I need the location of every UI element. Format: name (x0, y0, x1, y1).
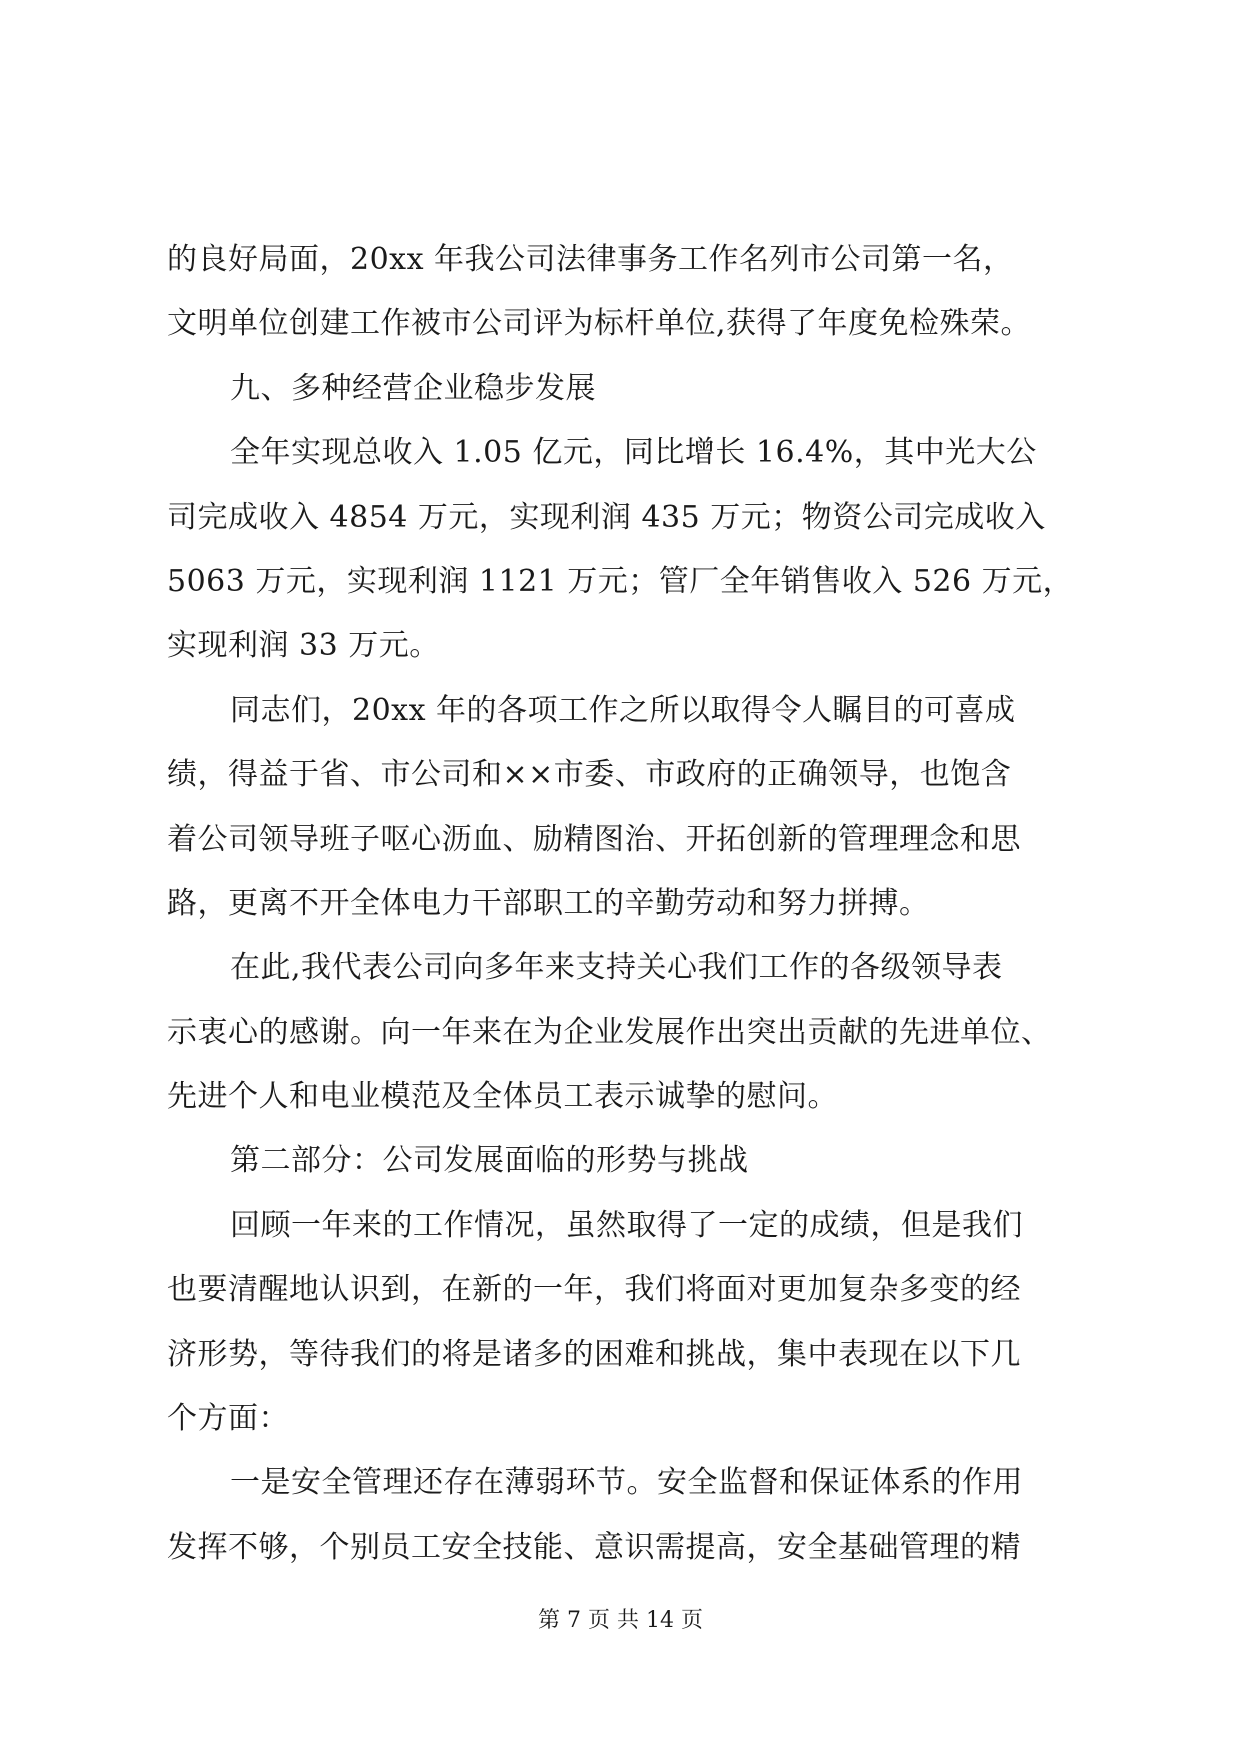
text-line: 文明单位创建工作被市公司评为标杆单位,获得了年度免检殊荣。 (167, 306, 1032, 342)
text-line: 实现利润 33 万元。 (167, 628, 440, 664)
text-line: 发挥不够，个别员工安全技能、意识需提高，安全基础管理的精 (167, 1529, 1021, 1565)
document-body (167, 228, 1087, 1580)
text-line: 一是安全管理还存在薄弱环节。安全监督和保证体系的作用 (230, 1465, 1023, 1501)
section-heading: 第二部分：公司发展面临的形势与挑战 (230, 1143, 749, 1179)
text-line: 先进个人和电业模范及全体员工表示诚挚的慰问。 (167, 1079, 838, 1115)
text-line: 在此,我代表公司向多年来支持关心我们工作的各级领导表 (230, 950, 1003, 986)
text-line: 济形势，等待我们的将是诸多的困难和挑战，集中表现在以下几 (167, 1336, 1021, 1372)
text-line: 路，更离不开全体电力干部职工的辛勤劳动和努力拼搏。 (167, 885, 930, 921)
section-heading: 九、多种经营企业稳步发展 (230, 370, 596, 406)
text-line: 的良好局面，20xx 年我公司法律事务工作名列市公司第一名， (167, 242, 1014, 277)
page-number-footer: 第 7 页 共 14 页 (538, 1608, 703, 1633)
text-line: 也要清醒地认识到，在新的一年，我们将面对更加复杂多变的经 (167, 1272, 1021, 1308)
text-line: 个方面： (167, 1401, 289, 1437)
text-line: 绩，得益于省、市公司和××市委、市政府的正确领导，也饱含 (167, 757, 1012, 793)
text-line: 5063 万元，实现利润 1121 万元；管厂全年销售收入 526 万元， (167, 563, 1074, 599)
text-line: 回顾一年来的工作情况，虽然取得了一定的成绩，但是我们 (230, 1207, 1023, 1243)
text-line: 着公司领导班子呕心沥血、励精图治、开拓创新的管理理念和思 (167, 821, 1021, 857)
text-line: 全年实现总收入 1.05 亿元，同比增长 16.4%，其中光大公 (230, 435, 1037, 471)
text-line: 示衷心的感谢。向一年来在为企业发展作出突出贡献的先进单位、 (167, 1014, 1052, 1050)
text-line: 司完成收入 4854 万元，实现利润 435 万元；物资公司完成收入 (167, 499, 1046, 535)
text-line: 同志们，20xx 年的各项工作之所以取得令人瞩目的可喜成 (230, 692, 1016, 728)
